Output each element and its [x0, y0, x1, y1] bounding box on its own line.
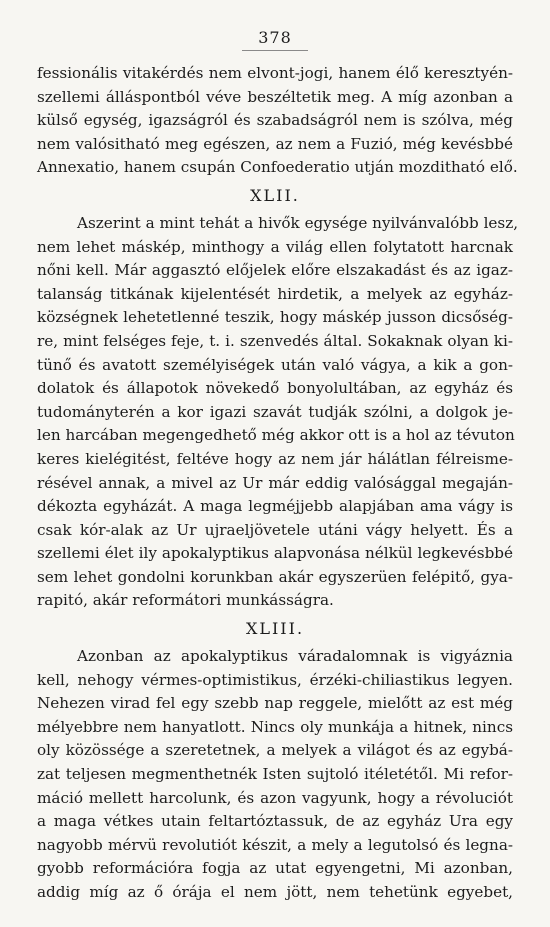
text-line: nagyobb mérvü revolutiót készit, a mely a legutolsó és legna- [37, 835, 513, 854]
text-line: szellemi élet ily apokalyptikus alapvonása nélkül legkevésbbé [37, 544, 513, 563]
section-heading-43: XLIII. [245, 619, 305, 639]
text-line: keres kielégitést, feltéve hogy az nem jár hálátlan félreisme- [37, 449, 513, 468]
paragraph-continuation [37, 62, 518, 180]
text-line: rapitó, akár reformátori munkásságra. [37, 591, 334, 610]
text-line: Aszerint a mint tehát a hivők egysége nyilvánvalóbb lesz, [77, 213, 519, 232]
text-line: nőni kell. Már aggasztó előjelek előre elszakadást és az igaz- [37, 261, 513, 280]
text-line: kell, nehogy vérmes-optimistikus, érzéki-chiliastikus legyen. [37, 670, 513, 689]
text-line: sem lehet gondolni korunkban akár egyszerüen felépitő, gya- [37, 567, 513, 586]
text-line: fessionális vitakérdés nem elvont-jogi, hanem élő keresztyén- [37, 64, 513, 82]
text-line: mélyebbre nem hanyatlott. Nincs oly munkája a hitnek, nincs [37, 717, 513, 736]
text-line: talanság titkának kijelentését hirdetik, a melyek az egyház- [37, 284, 513, 303]
text-line: nem valósitható meg egészen, az nem a Fuzió, még kevésbbé [37, 134, 513, 153]
text-line: dolatok és állapotok növekedő bonyolultában, az egyház és [37, 379, 513, 398]
text-line: máció mellett harcolunk, és azon vagyunk, hogy a révoluciót [37, 788, 513, 807]
text-line: addig míg az ő órája el nem jött, nem tehetünk egyebet, [37, 883, 513, 901]
section-heading-42: XLII. [250, 185, 300, 205]
text-line: a maga vétkes utain feltartóztassuk, de az egyház Ura egy [37, 812, 513, 831]
text-line: községnek lehetetlenné teszik, hogy máskép jusson dicsőség- [37, 308, 513, 327]
text-line: len harcában megengedhető még akkor ott is a hol az tévuton [37, 426, 515, 445]
text-line: csak kór-alak az Ur ujraeljövetele utáni vágy helyett. És a [37, 520, 513, 539]
paragraph-section-42 [37, 212, 519, 613]
text-line: Azonban az apokalyptikus váradalomnak is vigyáznia [77, 647, 513, 666]
text-line: tudományterén a kor igazi szavát tudják szólni, a dolgok je- [37, 402, 513, 421]
text-line: nem lehet máskép, minthogy a világ ellen folytatott harcnak [37, 237, 513, 256]
text-line: szellemi álláspontból véve beszéltetik meg. A míg azonban a [37, 87, 513, 106]
text-line: zat teljesen megmenthetnék Isten sujtoló itéletétől. Mi refor- [37, 765, 513, 784]
text-line: Nehezen virad fel egy szebb nap reggele, mielőtt az est még [37, 694, 513, 713]
text-line: oly közössége a szeretetnek, a melyek a világot és az egybá- [37, 741, 513, 760]
page-number: 378 [258, 28, 292, 47]
text-line: külső egység, igazságról és szabadságról nem is szólva, még [37, 111, 513, 130]
paragraph-section-43 [37, 645, 513, 905]
text-line: tünő és avatott személyiségek után való vágya, a kik a gon- [37, 355, 513, 374]
text-line: re, mint felséges feje, t. i. szenvedés által. Sokaknak olyan ki- [37, 331, 513, 350]
page-number-rule [242, 50, 308, 51]
text-line: gyobb reformációra fogja az utat egyengetni, Mi azonban, [37, 859, 513, 878]
text-line: Annexatio, hanem csupán Confoederatio utján mozditható elő. [37, 158, 518, 177]
page-body [37, 62, 519, 905]
text-line: dékozta egyházát. A maga legméjjebb alapjában ama vágy is [37, 497, 513, 516]
text-line: résével annak, a mivel az Ur már eddig valósággal megaján- [37, 473, 513, 492]
